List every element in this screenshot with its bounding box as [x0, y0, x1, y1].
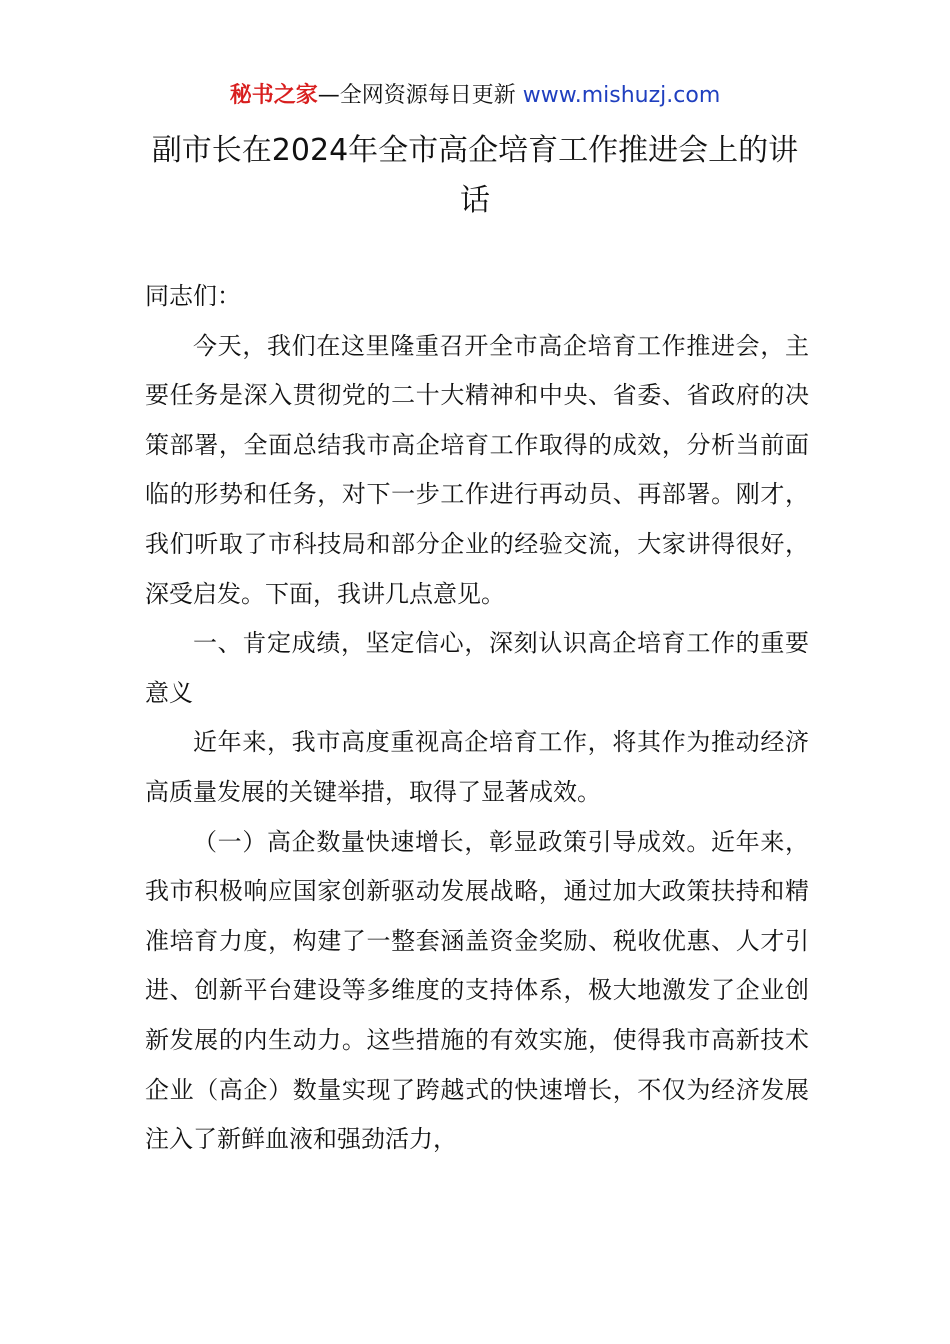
site-brand: 秘书之家	[229, 83, 318, 108]
section-heading-1: 一、肯定成绩，坚定信心，深刻认识高企培育工作的重要意义	[145, 629, 809, 707]
site-header	[0, 80, 950, 112]
salutation: 同志们：	[145, 282, 241, 310]
site-tagline: —全网资源每日更新	[317, 83, 523, 108]
document-title: 副市长在2024年全市高企培育工作推进会上的讲话	[151, 133, 799, 218]
paragraph-intro: 今天，我们在这里隆重召开全市高企培育工作推进会，主要任务是深入贯彻党的二十大精神和中央、省委、省政府的决策部署，全面总结我市高企培育工作取得的成效，分析当前面临的形势和任务，对下一步工作进行再动员、再部署。刚才，我们听取了市科技局和部分企业的经验交流，大家讲得很好，深受启发。下面，我讲几点意见。	[145, 331, 809, 608]
paragraph-subsection-1: （一）高企数量快速增长，彰显政策引导成效。近年来，我市积极响应国家创新驱动发展战略，通过加大政策扶持和精准培育力度，构建了一整套涵盖资金奖励、税收优惠、人才引进、创新平台建设等多维度的支持体系，极大地激发了企业创新发展的内生动力。这些措施的有效实施，使得我市高新技术企业（高企）数量实现了跨越式的快速增长，不仅为经济发展注入了新鲜血液和强劲活力，	[145, 827, 809, 1154]
document-body	[145, 272, 809, 1165]
paragraph-section-1-intro: 近年来，我市高度重视高企培育工作，将其作为推动经济高质量发展的关键举措，取得了显著成效。	[145, 728, 809, 806]
site-url[interactable]: www.mishuzj.com	[522, 83, 721, 108]
